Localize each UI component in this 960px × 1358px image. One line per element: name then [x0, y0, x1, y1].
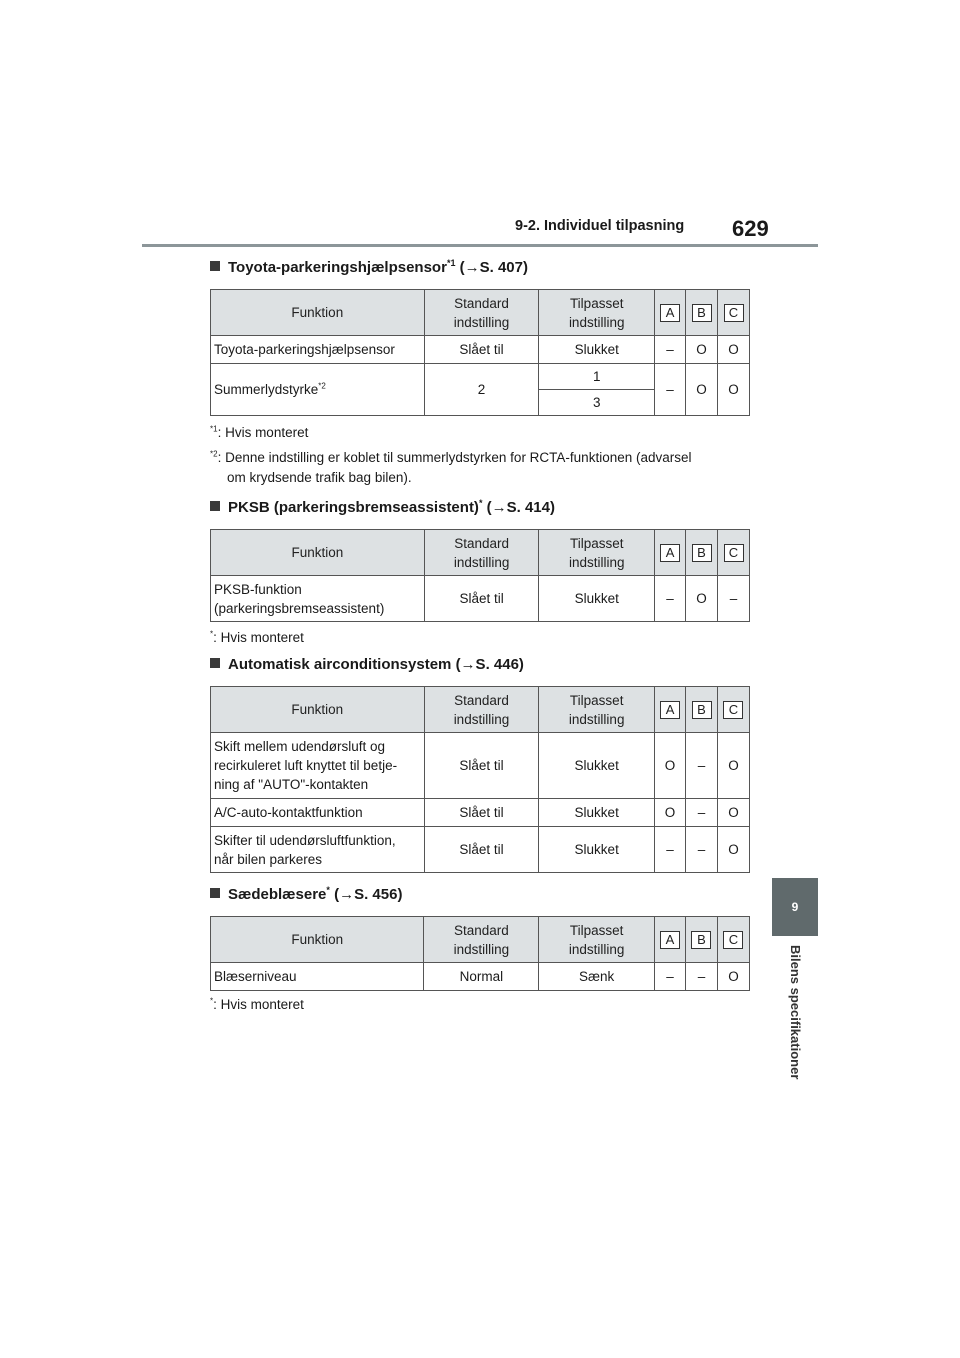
page-reference[interactable]: (→S. 456): [334, 886, 403, 903]
col-standard: Standard indstilling: [424, 687, 539, 733]
section-heading-aircon: [210, 656, 524, 673]
page-header: [0, 0, 960, 250]
square-bullet-icon: [210, 261, 220, 271]
section-heading-seat-fans: [210, 886, 402, 903]
box-a-icon: A: [660, 931, 680, 949]
cell-standard: Slået til: [424, 827, 539, 873]
cell-standard: 2: [424, 364, 539, 416]
col-standard: Standard indstilling: [424, 530, 539, 576]
footnote-marker: *2: [210, 449, 218, 459]
cell-tilpasset-option: 1: [539, 364, 655, 390]
cell-funktion: A/C-auto-kontaktfunktion: [211, 799, 425, 827]
col-b: [686, 530, 718, 576]
cell-tilpasset: Sænk: [539, 963, 655, 991]
heading-title: Toyota-parkeringshjælpsensor: [228, 259, 447, 276]
col-a: [655, 530, 686, 576]
footnote-marker: *1: [210, 424, 218, 434]
cell-funktion: Skifter til udendørsluftfunktion, når bilen parkeres: [211, 827, 425, 873]
footnote-text: : Denne indstilling er koblet til summerlydstyrken for RCTA-funktionen (advarsel: [217, 450, 692, 465]
col-tilpasset: Tilpasset indstilling: [539, 917, 655, 963]
footnote: [210, 630, 304, 645]
col-b: [686, 687, 718, 733]
footnote-marker: *: [326, 885, 330, 895]
cell-standard: Normal: [424, 963, 539, 991]
table-row: [211, 336, 750, 364]
page-reference[interactable]: (→S. 414): [486, 499, 555, 516]
box-c-icon: C: [723, 701, 743, 719]
page-reference[interactable]: (→S. 446): [455, 656, 524, 673]
cell-tilpasset: Slukket: [539, 733, 655, 799]
cell-c: O: [717, 963, 749, 991]
cell-b: –: [686, 799, 718, 827]
footnote-marker: *1: [446, 258, 456, 268]
cell-c: O: [718, 336, 750, 364]
col-a: [655, 917, 686, 963]
square-bullet-icon: [210, 501, 220, 511]
cell-tilpasset: Slukket: [539, 336, 655, 364]
cell-c: O: [717, 733, 749, 799]
table-row: [211, 963, 750, 991]
chapter-tab[interactable]: 9: [772, 878, 818, 936]
table-header-row: [211, 687, 750, 733]
cell-b: O: [686, 576, 718, 622]
settings-table-pksb: [210, 529, 750, 622]
header-divider: [142, 244, 818, 247]
footnote: [210, 448, 750, 488]
cell-standard: Slået til: [424, 733, 539, 799]
cell-c: O: [717, 799, 749, 827]
footnote-text-continued: om krydsende trafik bag bilen).: [227, 470, 412, 485]
table-row: [211, 799, 750, 827]
cell-standard: Slået til: [424, 799, 539, 827]
cell-a: –: [655, 336, 686, 364]
cell-c: O: [718, 364, 750, 416]
footnote-marker: *: [210, 996, 214, 1006]
cell-b: –: [686, 963, 718, 991]
chapter-label: [787, 945, 803, 1095]
cell-funktion: Toyota-parkeringshjælpsensor: [211, 336, 425, 364]
footnote: [210, 425, 308, 440]
col-c: [717, 687, 749, 733]
cell-tilpasset-option: 3: [539, 390, 655, 416]
cell-b: O: [686, 364, 718, 416]
footnote-text: : Hvis monteret: [217, 425, 309, 440]
box-a-icon: A: [660, 544, 680, 562]
cell-funktion: Blæserniveau: [211, 963, 424, 991]
box-c-icon: C: [724, 544, 744, 562]
settings-table-seat-fans: [210, 916, 750, 991]
table-header-row: [211, 530, 750, 576]
section-heading-pksb: [210, 499, 555, 516]
cell-standard: Slået til: [424, 576, 539, 622]
col-b: [686, 917, 718, 963]
col-tilpasset: Tilpasset indstilling: [539, 290, 655, 336]
page-number: 629: [732, 216, 769, 241]
cell-a: O: [655, 799, 686, 827]
table-header-row: [211, 917, 750, 963]
footnote-marker: *: [210, 629, 214, 639]
settings-table-parking-sensor: [210, 289, 750, 416]
box-a-icon: A: [660, 701, 680, 719]
cell-c: O: [717, 827, 749, 873]
col-funktion: Funktion: [211, 530, 425, 576]
square-bullet-icon: [210, 888, 220, 898]
table-row: [211, 733, 750, 799]
cell-standard: Slået til: [424, 336, 539, 364]
square-bullet-icon: [210, 658, 220, 668]
footnote: [210, 997, 304, 1012]
cell-c: –: [718, 576, 750, 622]
heading-title: PKSB (parkeringsbremseassistent): [228, 499, 479, 516]
cell-a: –: [655, 364, 686, 416]
footnote-text: : Hvis monteret: [213, 630, 304, 645]
cell-funktion: PKSB-funktion (parkeringsbremseassistent): [211, 576, 425, 622]
col-funktion: Funktion: [211, 290, 425, 336]
footnote-marker: *2: [318, 381, 326, 391]
box-c-icon: C: [724, 304, 744, 322]
table-row: [211, 576, 750, 622]
box-c-icon: C: [723, 931, 743, 949]
cell-funktion-text: Summerlydstyrke: [214, 382, 319, 397]
col-standard: Standard indstilling: [424, 917, 539, 963]
cell-b: –: [686, 827, 718, 873]
cell-a: –: [655, 827, 686, 873]
table-row: [211, 364, 750, 390]
col-c: [717, 917, 749, 963]
footnote-text: : Hvis monteret: [213, 997, 304, 1012]
col-a: [655, 687, 686, 733]
cell-tilpasset: Slukket: [539, 799, 655, 827]
cell-tilpasset: Slukket: [539, 576, 655, 622]
settings-table-aircon: [210, 686, 750, 873]
cell-b: O: [686, 336, 718, 364]
col-c: [718, 530, 750, 576]
heading-title: Automatisk airconditionsystem: [228, 656, 452, 673]
cell-a: –: [655, 963, 686, 991]
col-funktion: Funktion: [211, 917, 424, 963]
page-reference[interactable]: (→S. 407): [459, 259, 528, 276]
cell-tilpasset: Slukket: [539, 827, 655, 873]
section-heading-parking-sensor: [210, 259, 528, 276]
col-b: [686, 290, 718, 336]
col-c: [718, 290, 750, 336]
chapter-label-text: Bilens specifikationer: [788, 945, 803, 1080]
table-row: [211, 827, 750, 873]
box-a-icon: A: [660, 304, 680, 322]
col-tilpasset: Tilpasset indstilling: [539, 530, 655, 576]
col-tilpasset: Tilpasset indstilling: [539, 687, 655, 733]
heading-title: Sædeblæsere: [228, 886, 327, 903]
cell-funktion: Skift mellem udendørsluft og recirkuleret luft knyttet til betje- ning af "AUTO"-kontakten: [211, 733, 425, 799]
cell-b: –: [686, 733, 718, 799]
box-b-icon: B: [692, 544, 712, 562]
box-b-icon: B: [692, 701, 712, 719]
cell-a: –: [655, 576, 686, 622]
cell-a: O: [655, 733, 686, 799]
footnote-marker: *: [478, 498, 483, 508]
box-b-icon: B: [691, 931, 711, 949]
col-standard: Standard indstilling: [424, 290, 539, 336]
table-header-row: [211, 290, 750, 336]
col-a: [655, 290, 686, 336]
col-funktion: Funktion: [211, 687, 425, 733]
cell-funktion: [211, 364, 425, 416]
box-b-icon: B: [692, 304, 712, 322]
section-title: 9-2. Individuel tilpasning: [515, 218, 685, 234]
